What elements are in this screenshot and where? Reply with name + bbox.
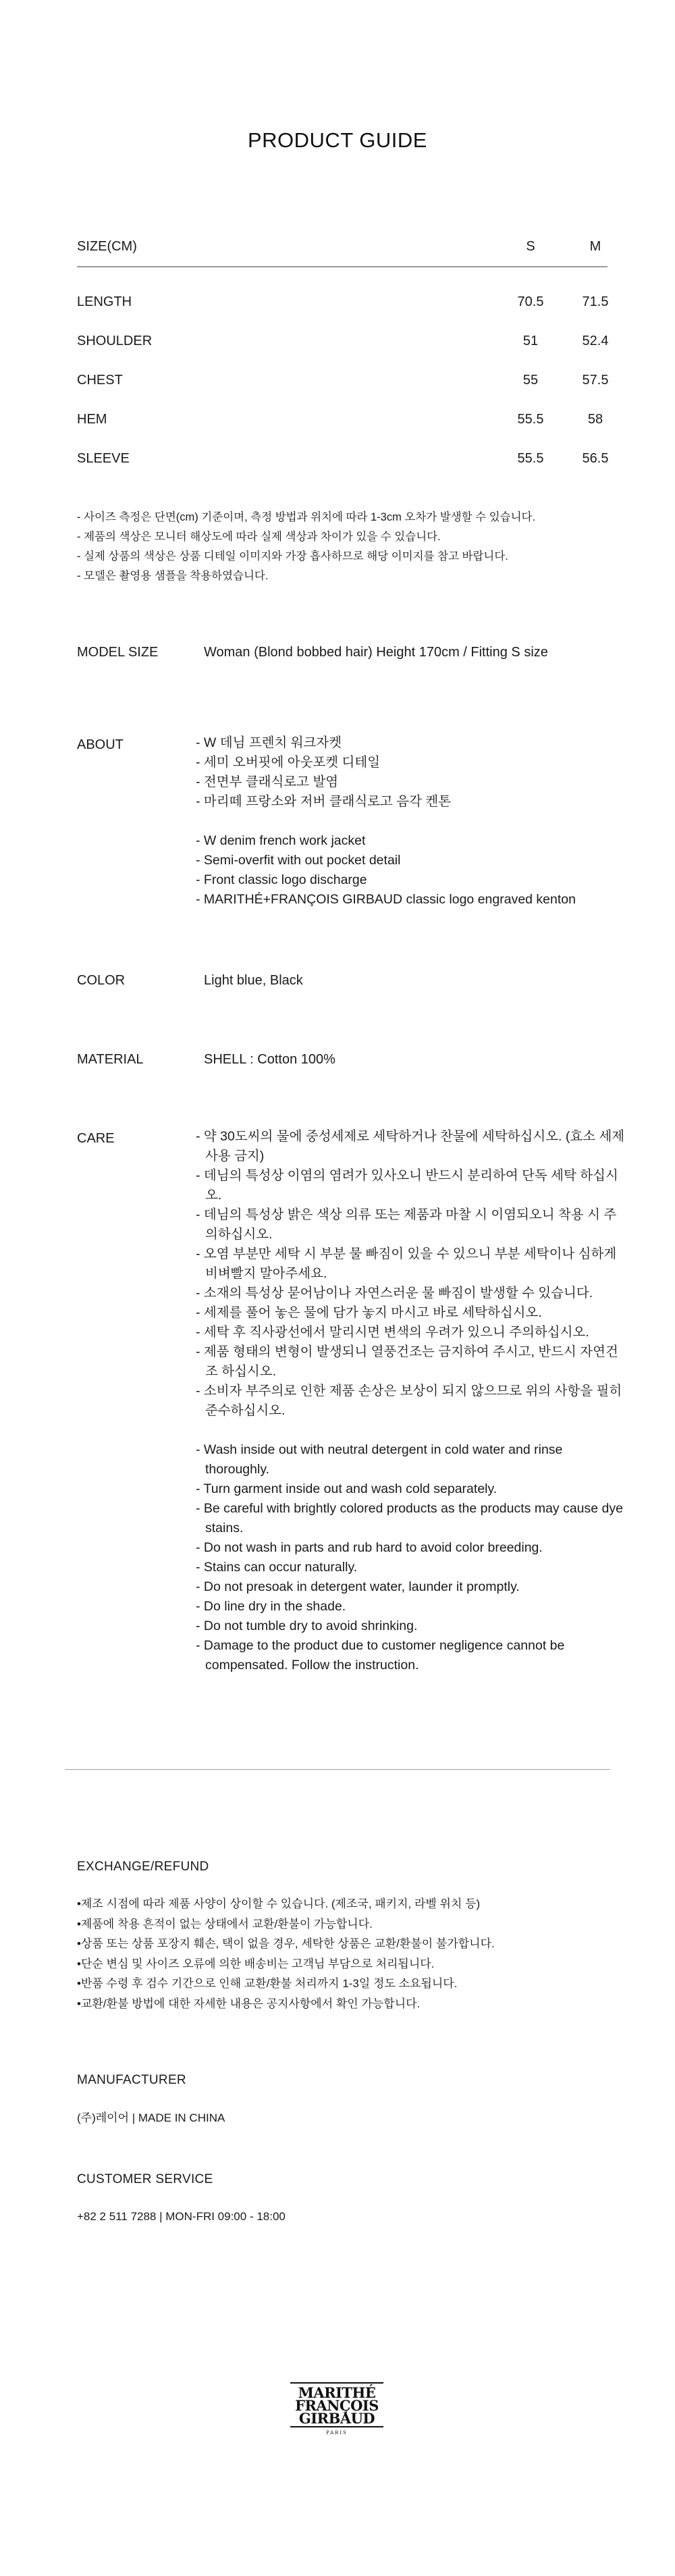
- manufacturer-title: MANUFACTURER: [77, 2073, 186, 2087]
- logo-city: PARIS: [326, 2430, 348, 2436]
- about-line: - Front classic logo discharge: [196, 872, 367, 887]
- care-line: - 세탁 후 직사광선에서 말리시면 변색의 우려가 있으니 주의하십시오.: [196, 1325, 589, 1340]
- about-label: ABOUT: [77, 737, 124, 752]
- measure-s: 55.5: [517, 451, 544, 466]
- care-line: - 데님의 특성상 밝은 색상 의류 또는 제품과 마찰 시 이염되오니 착용 시 주의하십시오.: [196, 1207, 617, 1242]
- measure-s: 55.5: [517, 412, 544, 427]
- care-line: - 오염 부분만 세탁 시 부분 물 빠짐이 있을 수 있으니 부분 세탁이나 심하게 비벼빨지 말아주세요.: [196, 1246, 617, 1281]
- note-line: - 실제 상품의 색상은 상품 디테일 이미지와 가장 흡사하므로 해당 이미지를 참고 바랍니다.: [77, 550, 508, 562]
- policy-line: •상품 또는 상품 포장지 훼손, 택이 없을 경우, 세탁한 상품은 교환/환불이 불가합니다.: [77, 1937, 495, 1950]
- model-size-label: MODEL SIZE: [77, 645, 159, 660]
- size-table-header: [77, 236, 608, 267]
- measure-label: HEM: [77, 412, 107, 427]
- about-line: - 전면부 클래식로고 발염: [196, 774, 339, 789]
- care-line: - 세제를 풀어 놓은 물에 담가 놓지 마시고 바로 세탁하십시오.: [196, 1305, 542, 1320]
- measure-m: 57.5: [582, 373, 609, 388]
- page-title: PRODUCT GUIDE: [247, 128, 427, 152]
- about-line: - W 데님 프렌치 워크자켓: [196, 735, 342, 750]
- about-line: - 세미 오버핏에 아웃포켓 디테일: [196, 755, 381, 770]
- exchange-refund-title: EXCHANGE/REFUND: [77, 1860, 209, 1874]
- table-row: [77, 285, 608, 324]
- care-line: - 소재의 특성상 묻어남이나 자연스러운 물 빠짐이 발생할 수 있습니다.: [196, 1286, 593, 1300]
- table-row: [77, 363, 608, 402]
- customer-service-title: CUSTOMER SERVICE: [77, 2172, 213, 2186]
- care-line: - 소비자 부주의로 인한 제품 손상은 보상이 되지 않으므로 위의 사항을 필히 준수하십시오.: [196, 1384, 622, 1418]
- size-table: [77, 236, 608, 481]
- manufacturer-value: (주)레이어 | MADE IN CHINA: [77, 2111, 225, 2124]
- measure-label: SLEEVE: [77, 451, 130, 466]
- measure-label: SHOULDER: [77, 334, 153, 348]
- measure-m: 71.5: [582, 294, 609, 309]
- about-text: [196, 733, 628, 910]
- policy-line: •교환/환불 방법에 대한 자세한 내용은 공지사항에서 확인 가능합니다.: [77, 1997, 421, 2010]
- color-value: Light blue, Black: [204, 973, 303, 988]
- material-label: MATERIAL: [77, 1052, 144, 1067]
- note-line: - 사이즈 측정은 단면(cm) 기준이며, 측정 방법과 위치에 따라 1-3cm 오차가 발생할 수 있습니다.: [77, 511, 536, 523]
- measure-label: CHEST: [77, 373, 123, 388]
- table-row: [77, 324, 608, 363]
- measurement-notes: [77, 508, 617, 586]
- measure-s: 51: [522, 334, 539, 348]
- measure-m: 52.4: [582, 334, 609, 348]
- care-line: - 약 30도씨의 물에 중성세제로 세탁하거나 찬물에 세탁하십시오. (효소 세제 사용 금지): [196, 1129, 625, 1163]
- measure-label: LENGTH: [77, 294, 132, 309]
- material-value: SHELL : Cotton 100%: [204, 1052, 335, 1067]
- measure-m: 56.5: [582, 451, 609, 466]
- policy-line: •단순 변심 및 사이즈 오류에 의한 배송비는 고객님 부담으로 처리됩니다.: [77, 1957, 435, 1970]
- care-line: - 제품 형태의 변형이 발생되니 열풍건조는 금지하여 주시고, 반드시 자연건조 하십시오.: [196, 1344, 618, 1379]
- care-line: - Do not tumble dry to avoid shrinking.: [196, 1619, 418, 1633]
- care-line: - Do line dry in the shade.: [196, 1599, 346, 1614]
- color-label: COLOR: [77, 973, 126, 988]
- care-line: - Turn garment inside out and wash cold separately.: [196, 1481, 497, 1496]
- exchange-refund-text: [77, 1894, 644, 2014]
- brand-logo: [286, 2382, 387, 2436]
- size-header-m: M: [589, 239, 601, 254]
- about-line: - 마리떼 프랑소와 저버 클래식로고 음각 켄톤: [196, 794, 452, 809]
- table-row: [77, 442, 608, 481]
- care-line: - Damage to the product due to customer negligence cannot be compensated. Follow the instruction.: [196, 1638, 565, 1673]
- about-line: - Semi-overfit with out pocket detail: [196, 853, 401, 868]
- care-line: - Do not presoak in detergent water, launder it promptly.: [196, 1579, 520, 1594]
- measure-s: 70.5: [517, 294, 544, 309]
- note-line: - 모델은 촬영용 샘플을 착용하였습니다.: [77, 570, 269, 582]
- care-line: - Do not wash in parts and rub hard to avoid color breeding.: [196, 1540, 543, 1555]
- care-line: - 데님의 특성상 이염의 염려가 있사오니 반드시 분리하여 단독 세탁 하십시오.: [196, 1168, 618, 1203]
- care-line: - Stains can occur naturally.: [196, 1560, 358, 1575]
- policy-line: •반품 수령 후 검수 기간으로 인해 교환/환불 처리까지 1-3일 정도 소요됩니다.: [77, 1977, 458, 1990]
- note-line: - 제품의 색상은 모니터 해상도에 따라 실제 색상과 차이가 있을 수 있습니다.: [77, 531, 441, 543]
- model-size-value: Woman (Blond bobbed hair) Height 170cm / Fitting S size: [204, 645, 548, 660]
- care-line: - Wash inside out with neutral detergent in cold water and rinse thoroughly.: [196, 1442, 563, 1477]
- measure-m: 58: [587, 412, 603, 427]
- logo-line: GIRBAUD: [298, 2410, 375, 2427]
- policy-line: •제품에 착용 흔적이 없는 상태에서 교환/환불이 가능합니다.: [77, 1917, 373, 1930]
- care-label: CARE: [77, 1131, 115, 1146]
- policy-line: •제조 시점에 따라 제품 사양이 상이할 수 있습니다. (제조국, 패키지, 라벨 위치 등): [77, 1897, 481, 1910]
- care-line: - Be careful with brightly colored products as the products may cause dye stains.: [196, 1501, 623, 1535]
- size-header-label: SIZE(CM): [77, 239, 137, 254]
- care-text: [196, 1127, 628, 1675]
- section-divider: [65, 1769, 610, 1770]
- table-row: [77, 402, 608, 442]
- measure-s: 55: [522, 373, 539, 388]
- about-line: - MARITHÉ+FRANÇOIS GIRBAUD classic logo engraved kenton: [196, 892, 576, 907]
- logo-line: FRANÇOIS: [295, 2397, 379, 2414]
- customer-service-value: +82 2 511 7288 | MON-FRI 09:00 - 18:00: [77, 2210, 286, 2223]
- about-line: - W denim french work jacket: [196, 833, 366, 848]
- logo-line: MARITHÉ: [298, 2384, 376, 2401]
- size-header-s: S: [526, 239, 535, 254]
